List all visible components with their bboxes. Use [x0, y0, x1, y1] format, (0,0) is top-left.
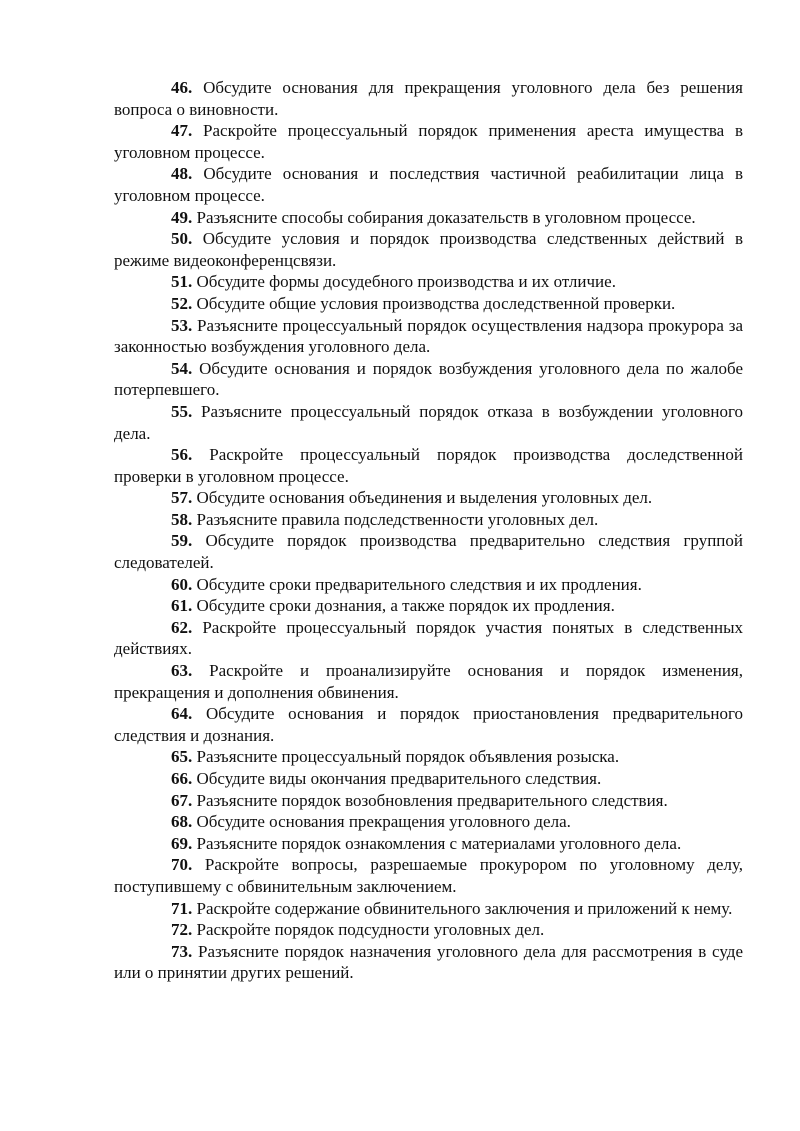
question-number: 73.: [171, 941, 193, 961]
question-item: [114, 811, 743, 833]
question-text: Раскройте вопросы, разрешаемые прокурором по уголовному делу, поступившему с обвинительным заключением.: [114, 855, 743, 896]
question-item: [114, 271, 743, 293]
question-item: [114, 315, 743, 358]
question-item: [114, 833, 743, 855]
question-number: 70.: [171, 855, 193, 875]
question-text: Разъясните порядок ознакомления с материалами уголовного дела.: [192, 833, 682, 853]
question-item: [114, 293, 743, 315]
question-item: [114, 509, 743, 531]
question-number: 49.: [171, 207, 193, 227]
question-item: [114, 854, 743, 897]
question-text: Обсудите сроки дознания, а также порядок их продления.: [192, 596, 615, 616]
question-text: Раскройте процессуальный порядок производства доследственной проверки в уголовном процессе.: [114, 445, 743, 486]
question-number: 72.: [171, 920, 193, 940]
question-text: Обсудите основания для прекращения уголовного дела без решения вопроса о виновности.: [114, 78, 743, 119]
question-number: 65.: [171, 747, 193, 767]
question-item: [114, 660, 743, 703]
question-item: [114, 120, 743, 163]
question-text: Разъясните процессуальный порядок объявления розыска.: [192, 747, 620, 767]
question-number: 56.: [171, 445, 193, 465]
question-item: [114, 228, 743, 271]
question-item: [114, 163, 743, 206]
question-number: 50.: [171, 229, 193, 249]
question-text: Обсудите общие условия производства доследственной проверки.: [192, 293, 676, 313]
question-number: 59.: [171, 531, 193, 551]
question-number: 58.: [171, 509, 193, 529]
question-item: [114, 898, 743, 920]
question-text: Обсудите формы досудебного производства и их отличие.: [192, 272, 616, 292]
question-number: 48.: [171, 164, 193, 184]
question-item: [114, 941, 743, 984]
question-number: 57.: [171, 488, 193, 508]
question-text: Раскройте процессуальный порядок применения ареста имущества в уголовном процессе.: [114, 121, 743, 162]
question-text: Обсудите условия и порядок производства следственных действий в режиме видеоконференцсвязи.: [114, 229, 743, 270]
question-text: Обсудите порядок производства предварительно следствия группой следователей.: [114, 531, 743, 573]
question-number: 68.: [171, 812, 193, 832]
question-number: 52.: [171, 293, 193, 313]
question-text: Обсудите основания и последствия частичной реабилитации лица в уголовном процессе.: [114, 164, 743, 205]
question-text: Обсудите основания прекращения уголовного дела.: [192, 812, 571, 832]
question-number: 55.: [171, 401, 193, 421]
question-item: [114, 77, 743, 120]
question-number: 66.: [171, 769, 193, 788]
question-text: Разъясните процессуальный порядок осуществления надзора прокурора за законностью возбуждения уголовного дела.: [114, 315, 743, 357]
question-text: Раскройте процессуальный порядок участия понятых в следственных действиях.: [114, 617, 743, 659]
question-item: [114, 617, 743, 660]
question-text: Обсудите сроки предварительного следствия и их продления.: [192, 574, 642, 594]
question-text: Разъясните правила подследственности уголовных дел.: [192, 509, 599, 529]
question-item: [114, 358, 743, 401]
question-number: 53.: [171, 315, 193, 335]
question-number: 60.: [171, 574, 193, 594]
question-number: 67.: [171, 790, 193, 810]
question-text: Разъясните процессуальный порядок отказа в возбуждении уголовного дела.: [114, 401, 743, 443]
question-text: Раскройте содержание обвинительного заключения и приложений к нему.: [192, 898, 733, 918]
question-item: [114, 595, 743, 617]
question-item: [114, 207, 743, 229]
question-item: [114, 703, 743, 746]
question-text: Разъясните порядок назначения уголовного дела для рассмотрения в суде или о принятии других решений.: [114, 941, 743, 983]
question-number: 71.: [171, 898, 193, 918]
question-number: 47.: [171, 121, 193, 141]
question-text: Разъясните порядок возобновления предварительного следствия.: [192, 790, 668, 810]
question-text: Раскройте порядок подсудности уголовных дел.: [192, 920, 545, 940]
question-item: [114, 768, 743, 790]
question-item: [114, 746, 743, 768]
question-item: [114, 487, 743, 509]
question-text: Разъясните способы собирания доказательств в уголовном процессе.: [192, 207, 696, 227]
question-item: [114, 574, 743, 596]
question-item: [114, 530, 743, 573]
question-text: Обсудите основания и порядок возбуждения уголовного дела по жалобе потерпевшего.: [114, 358, 743, 400]
question-number: 64.: [171, 704, 193, 724]
question-list: [114, 77, 743, 984]
question-number: 46.: [171, 78, 193, 97]
question-item: [114, 401, 743, 444]
question-item: [114, 444, 743, 487]
question-number: 54.: [171, 358, 193, 378]
question-number: 51.: [171, 272, 193, 292]
question-number: 69.: [171, 833, 193, 853]
question-number: 62.: [171, 617, 193, 637]
question-text: Обсудите виды окончания предварительного следствия.: [192, 769, 602, 788]
question-number: 61.: [171, 596, 193, 616]
question-number: 63.: [171, 661, 193, 681]
question-text: Обсудите основания и порядок приостановления предварительного следствия и дознания.: [114, 704, 743, 745]
question-text: Обсудите основания объединения и выделения уголовных дел.: [192, 488, 653, 508]
question-item: [114, 790, 743, 812]
question-text: Раскройте и проанализируйте основания и порядок изменения, прекращения и дополнения обвинения.: [114, 661, 743, 702]
question-item: [114, 919, 743, 941]
